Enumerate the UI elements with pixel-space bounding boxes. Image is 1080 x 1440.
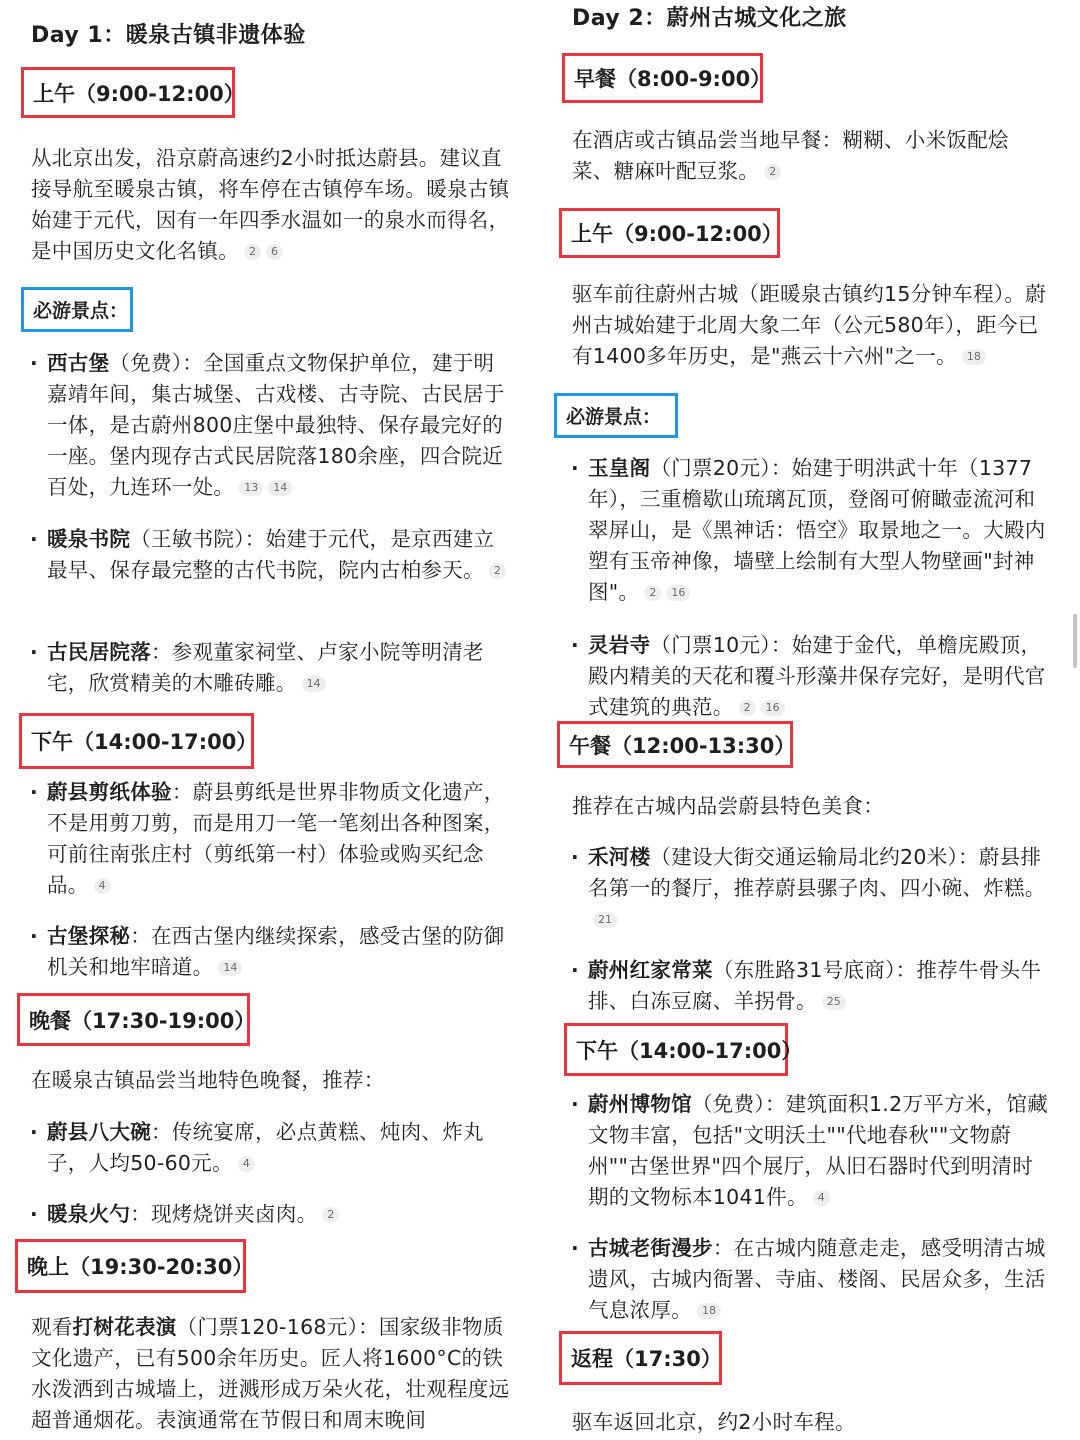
bullet-dot: · (30, 640, 38, 664)
citation-badge[interactable]: 13 (239, 480, 263, 496)
day1-dinner-header: 晚餐（17:30-19:00） (17, 993, 250, 1046)
citation-badge[interactable]: 2 (739, 700, 756, 716)
day2-lunch-header: 午餐（12:00-13:30） (557, 721, 793, 768)
bullet-dot: · (30, 924, 38, 948)
day2-column (540, 0, 1080, 1440)
bullet-dot: · (571, 1236, 579, 1260)
day2-lunch-intro: 推荐在古城内品尝蔚县特色美食： (572, 794, 884, 818)
citation-badge[interactable]: 14 (218, 960, 242, 976)
list-item: · 禾河楼（建设大街交通运输局北约20米）：蔚县排名第一的餐厅，推荐蔚县骡子肉、四小碗、炸糕。21 (588, 842, 1053, 935)
citation-badge[interactable]: 6 (266, 244, 283, 260)
day1-spots-header: 必游景点： (21, 287, 133, 332)
day2-breakfast-header: 早餐（8:00-9:00） (562, 53, 763, 103)
day2-morning-header: 上午（9:00-12:00） (559, 208, 780, 258)
citation-badge[interactable]: 14 (302, 676, 326, 692)
list-item: · 暖泉火勺：现烤烧饼夹卤肉。 2 (47, 1199, 507, 1230)
day2-morning-text: 驱车前往蔚州古城（距暖泉古镇约15分钟车程）。蔚州古城始建于北周大象二年（公元580年），距今已有1400多年历史，是"燕云十六州"之一。 18 (572, 282, 1047, 368)
bullet-dot: · (30, 1120, 38, 1144)
day1-morning-header: 上午（9:00-12:00） (21, 67, 235, 118)
list-item: · 蔚州博物馆（免费）：建筑面积1.2万平方米，馆藏文物丰富，包括"文明沃土""代地春秋""文物蔚州""古堡世界"四个展厅，从旧石器时代到明清时期的文物标本1041件。 4 (588, 1089, 1053, 1213)
citation-badge[interactable]: 21 (593, 912, 617, 928)
citation-badge[interactable]: 2 (244, 244, 261, 260)
citation-badge[interactable]: 16 (666, 585, 690, 601)
bullet-dot: · (571, 456, 579, 480)
day2-spots-header: 必游景点： (554, 393, 678, 438)
day1-evening-header: 晚上（19:30-20:30） (15, 1239, 246, 1293)
bullet-dot: · (571, 1092, 579, 1116)
bullet-dot: · (571, 845, 579, 869)
bullet-dot: · (30, 527, 38, 551)
day2-breakfast-text: 在酒店或古镇品尝当地早餐：糊糊、小米饭配烩菜、糖麻叶配豆浆。 2 (572, 128, 1009, 183)
citation-badge[interactable]: 2 (764, 164, 781, 180)
list-item: · 蔚州红家常菜（东胜路31号底商）：推荐牛骨头牛排、白冻豆腐、羊拐骨。 25 (588, 955, 1053, 1017)
list-item: · 灵岩寺（门票10元）：始建于金代，单檐庑殿顶，殿内精美的天花和覆斗形藻井保存完好，是明代官式建筑的典范。 2 16 (588, 630, 1053, 723)
day2-return-header: 返程（17:30） (559, 1331, 722, 1385)
citation-badge[interactable]: 18 (962, 349, 986, 365)
day1-evening-text: 观看打树花表演（门票120-168元）：国家级非物质文化遗产，已有500余年历史。匠人将1600°C的铁水泼洒到古城墙上，迸溅形成万朵火花，壮观程度远超普通烟花。表演通常在节假日和周末晚间 (31, 1315, 510, 1432)
citation-badge[interactable]: 18 (697, 1303, 721, 1319)
citation-badge[interactable]: 4 (813, 1190, 830, 1206)
bullet-dot: · (571, 958, 579, 982)
citation-badge[interactable]: 4 (238, 1156, 255, 1172)
list-item: · 古堡探秘：在西古堡内继续探索，感受古堡的防御机关和地牢暗道。 14 (47, 921, 507, 983)
citation-badge[interactable]: 2 (489, 563, 506, 579)
day1-afternoon-header: 下午（14:00-17:00） (19, 713, 254, 769)
scrollbar-thumb[interactable] (1073, 614, 1077, 668)
list-item: · 蔚县八大碗：传统宴席，必点黄糕、炖肉、炸丸子，人均50-60元。 4 (47, 1117, 507, 1179)
citation-badge[interactable]: 25 (822, 994, 846, 1010)
list-item: · 玉皇阁（门票20元）：始建于明洪武十年（1377年），三重檐歇山琉璃瓦顶，登阁可俯瞰壶流河和翠屏山，是《黑神话：悟空》取景地之一。大殿内塑有玉帝神像，墙壁上绘制有大型人物壁画"封神图"。 2 16 (588, 453, 1053, 608)
citation-badge[interactable]: 2 (322, 1207, 339, 1223)
citation-badge[interactable]: 14 (268, 480, 292, 496)
citation-badge[interactable]: 2 (644, 585, 661, 601)
citation-badge[interactable]: 16 (761, 700, 785, 716)
bullet-dot: · (30, 780, 38, 804)
bullet-dot: · (30, 351, 38, 375)
day1-morning-text: 从北京出发，沿京蔚高速约2小时抵达蔚县。建议直接导航至暖泉古镇，将车停在古镇停车场。暖泉古镇始建于元代，因有一年四季水温如一的泉水而得名，是中国历史文化名镇。 2 6 (31, 146, 510, 263)
bullet-dot: · (571, 633, 579, 657)
bullet-dot: · (30, 1202, 38, 1226)
list-item: · 蔚县剪纸体验：蔚县剪纸是世界非物质文化遗产，不是用剪刀剪，而是用刀一笔一笔刻出各种图案，可前往南张庄村（剪纸第一村）体验或购买纪念品。 4 (47, 777, 507, 901)
day2-afternoon-header: 下午（14:00-17:00） (564, 1023, 788, 1076)
citation-badge[interactable]: 4 (94, 878, 111, 894)
list-item: · 古城老街漫步：在古城内随意走走，感受明清古城遗风，古城内衙署、寺庙、楼阁、民居众多，生活气息浓厚。 18 (588, 1233, 1053, 1326)
list-item: · 西古堡（免费）：全国重点文物保护单位，建于明嘉靖年间，集古城堡、古戏楼、古寺院、古民居于一体，是古蔚州800庄堡中最独特、保存最完好的一座。堡内现存古式民居院落180余座，四合院近百处，九连环一处。 13 14 (47, 348, 507, 503)
day1-title: Day 1：暖泉古镇非遗体验 (31, 23, 306, 48)
day2-title: Day 2：蔚州古城文化之旅 (572, 6, 847, 31)
list-item: · 古民居院落：参观董家祠堂、卢家小院等明清老宅，欣赏精美的木雕砖雕。 14 (47, 637, 507, 699)
day1-dinner-intro: 在暖泉古镇品尝当地特色晚餐，推荐： (31, 1068, 385, 1092)
list-item: · 暖泉书院（王敏书院）：始建于元代，是京西建立最早、保存最完整的古代书院，院内古柏参天。 2 (47, 524, 507, 586)
day2-return-text: 驱车返回北京，约2小时车程。 (572, 1410, 856, 1434)
